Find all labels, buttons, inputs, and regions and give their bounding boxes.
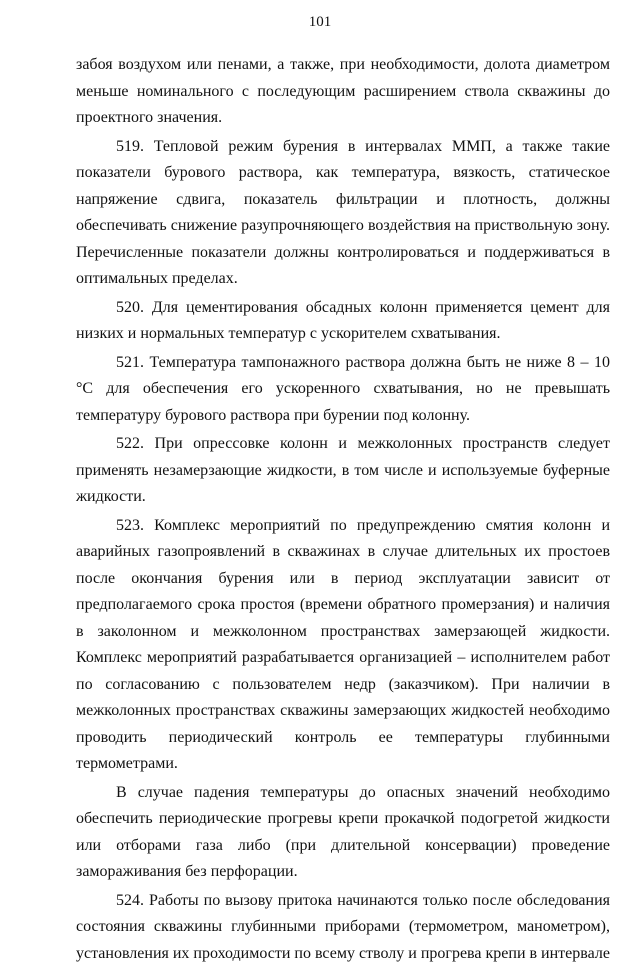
paragraph-520: 520. Для цементирования обсадных колонн применяется цемент для низких и нормальных температур с ускорителем схватывания. xyxy=(76,298,610,342)
paragraph-continuation: забоя воздухом или пенами, а также, при необходимости, долота диаметром меньше номинального с последующим расширением ствола скважины до проектного значения. xyxy=(76,56,610,126)
paragraph-519: 519. Тепловой режим бурения в интервалах ММП, а также такие показатели бурового раствора, как температура, вязкость, статическое напряжение сдвига, показатель фильтрации и плотность, должны обеспечивать снижение разупрочняющего воздействия на приствольную зону. Перечисленные показатели должны контролироваться и поддерживаться в оптимальных пределах. xyxy=(76,137,610,287)
paragraph-522: 522. При опрессовке колонн и межколонных пространств следует применять незамерзающие жидкости, в том числе и используемые буферные жидкости. xyxy=(76,435,610,505)
paragraph-521: 521. Температура тампонажного раствора должна быть не ниже 8 – 10 °С для обеспечения его ускоренного схватывания, но не превышать температуру бурового раствора при бурении под колонну. xyxy=(76,353,610,424)
paragraph-523-continued: В случае падения температуры до опасных значений необходимо обеспечить периодические прогревы крепи прокачкой подогретой жидкости или отборами газа либо (при длительной консервации) проведение замораживания без перфорации. xyxy=(76,783,610,880)
paragraph-523: 523. Комплекс мероприятий по предупреждению смятия колонн и аварийных газопроявлений в скважинах в случае длительных их простоев после окончания бурения или в период эксплуатации зависит от предполагаемого срока простоя (времени обратного промерзания) и наличия в заколонном и межколонном пространствах замерзающей жидкости. Комплекс мероприятий разрабатывается организацией – исполнителем работ по согласованию с пользователем недр (заказчиком). При наличии в межколонных пространствах скважины замерзающих жидкостей необходимо проводить периодический контроль ее температуры глубинными термометрами. xyxy=(76,516,610,772)
paragraph-524: 524. Работы по вызову притока начинаются только после обследования состояния скважины глубинными приборами (термометром, манометром), установления их проходимости по всему стволу и прогрева крепи в интервале xyxy=(76,891,610,962)
page-number: 101 xyxy=(308,14,332,30)
document-body xyxy=(76,52,610,969)
